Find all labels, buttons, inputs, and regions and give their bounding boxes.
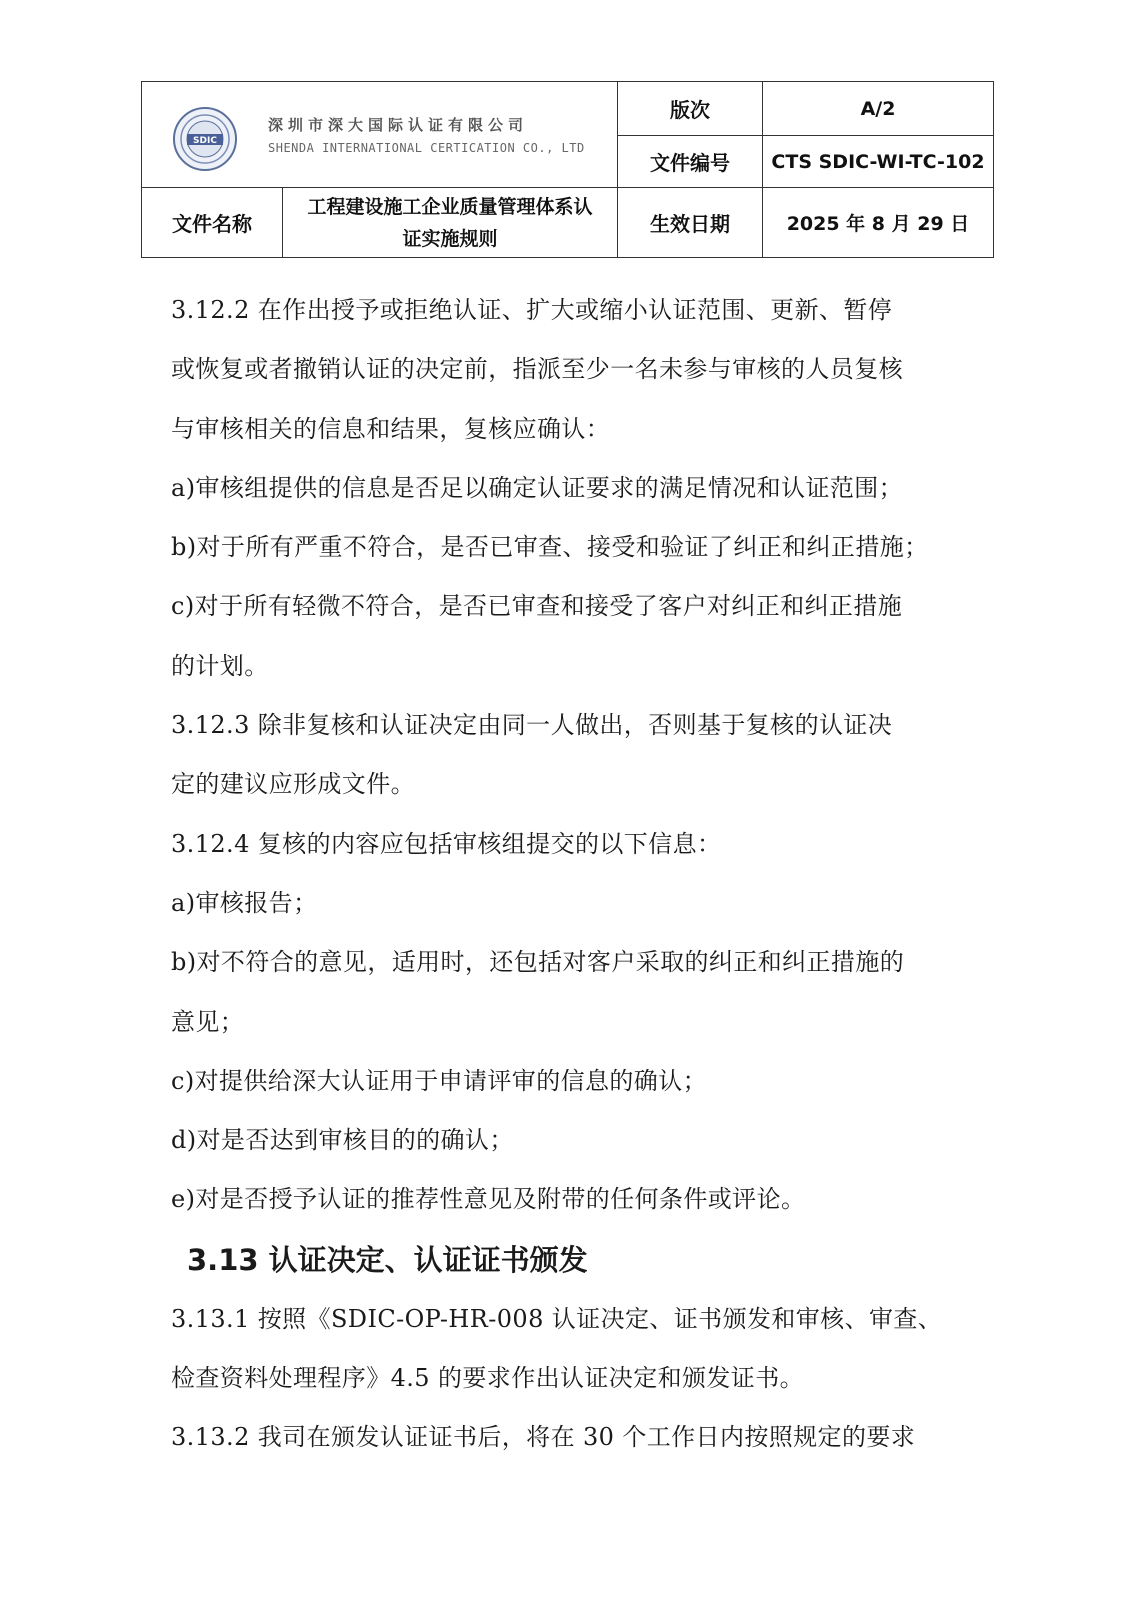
body-line: 意见； bbox=[171, 1007, 245, 1036]
body-line: c)对提供给深大认证用于申请评审的信息的确认； bbox=[171, 1066, 708, 1095]
body-line: 的计划。 bbox=[171, 651, 269, 680]
body-line: 3.12.2 在作出授予或拒绝认证、扩大或缩小认证范围、更新、暂停 bbox=[171, 296, 893, 324]
body-line: c)对于所有轻微不符合，是否已审查和接受了客户对纠正和纠正措施 bbox=[171, 592, 903, 621]
docname-line-1: 工程建设施工企业质量管理体系认 bbox=[307, 195, 593, 218]
body-line: b)对不符合的意见，适用时，还包括对客户采取的纠正和纠正措施的 bbox=[171, 948, 905, 977]
body-line: 或恢复或者撤销认证的决定前，指派至少一名未参与审核的人员复核 bbox=[171, 355, 903, 384]
docname-line-2: 证实施规则 bbox=[402, 227, 498, 250]
body-line: 定的建议应形成文件。 bbox=[171, 770, 415, 799]
body-line: 3.12.4 复核的内容应包括审核组提交的以下信息： bbox=[171, 829, 722, 858]
document-body bbox=[171, 281, 971, 1468]
company-logo-cell bbox=[142, 82, 618, 188]
company-logo bbox=[172, 106, 592, 172]
body-line: 与审核相关的信息和结果，复核应确认： bbox=[171, 414, 611, 443]
body-line: a)审核组提供的信息是否足以确定认证要求的满足情况和认证范围； bbox=[171, 473, 904, 502]
company-name-cn: 深圳市深大国际认证有限公司 bbox=[268, 116, 529, 134]
logo-text: SDIC bbox=[193, 136, 217, 146]
date-label: 生效日期 bbox=[618, 188, 763, 258]
body-line: 检查资料处理程序》4.5 的要求作出认证决定和颁发证书。 bbox=[171, 1364, 804, 1393]
body-line: 3.12.3 除非复核和认证决定由同一人做出，否则基于复核的认证决 bbox=[171, 711, 893, 740]
section-heading: 3.13 认证决定、认证证书颁发 bbox=[187, 1242, 588, 1277]
document-header-table bbox=[141, 81, 994, 258]
docname-value bbox=[283, 188, 618, 258]
body-line: a)审核报告； bbox=[171, 888, 318, 917]
body-line: 3.13.1 按照《SDIC-OP-HR-008 认证决定、证书颁发和审核、审查、 bbox=[171, 1304, 943, 1333]
company-name-en: SHENDA INTERNATIONAL CERTICATION CO., LTD bbox=[268, 141, 585, 155]
body-line: b)对于所有严重不符合，是否已审查、接受和验证了纠正和纠正措施； bbox=[171, 533, 929, 562]
docno-label: 文件编号 bbox=[618, 136, 763, 188]
edition-label: 版次 bbox=[618, 82, 763, 136]
date-value: 2025 年 8 月 29 日 bbox=[763, 188, 994, 258]
docname-label: 文件名称 bbox=[142, 188, 283, 258]
body-line: d)对是否达到审核目的的确认； bbox=[171, 1126, 514, 1155]
sdic-seal-icon bbox=[172, 106, 238, 172]
body-line: e)对是否授予认证的推荐性意见及附带的任何条件或评论。 bbox=[171, 1185, 806, 1214]
docno-value: CTS SDIC-WI-TC-102 bbox=[763, 136, 994, 188]
edition-value: A/2 bbox=[763, 82, 994, 136]
body-line: 3.13.2 我司在颁发认证证书后，将在 30 个工作日内按照规定的要求 bbox=[171, 1423, 916, 1452]
